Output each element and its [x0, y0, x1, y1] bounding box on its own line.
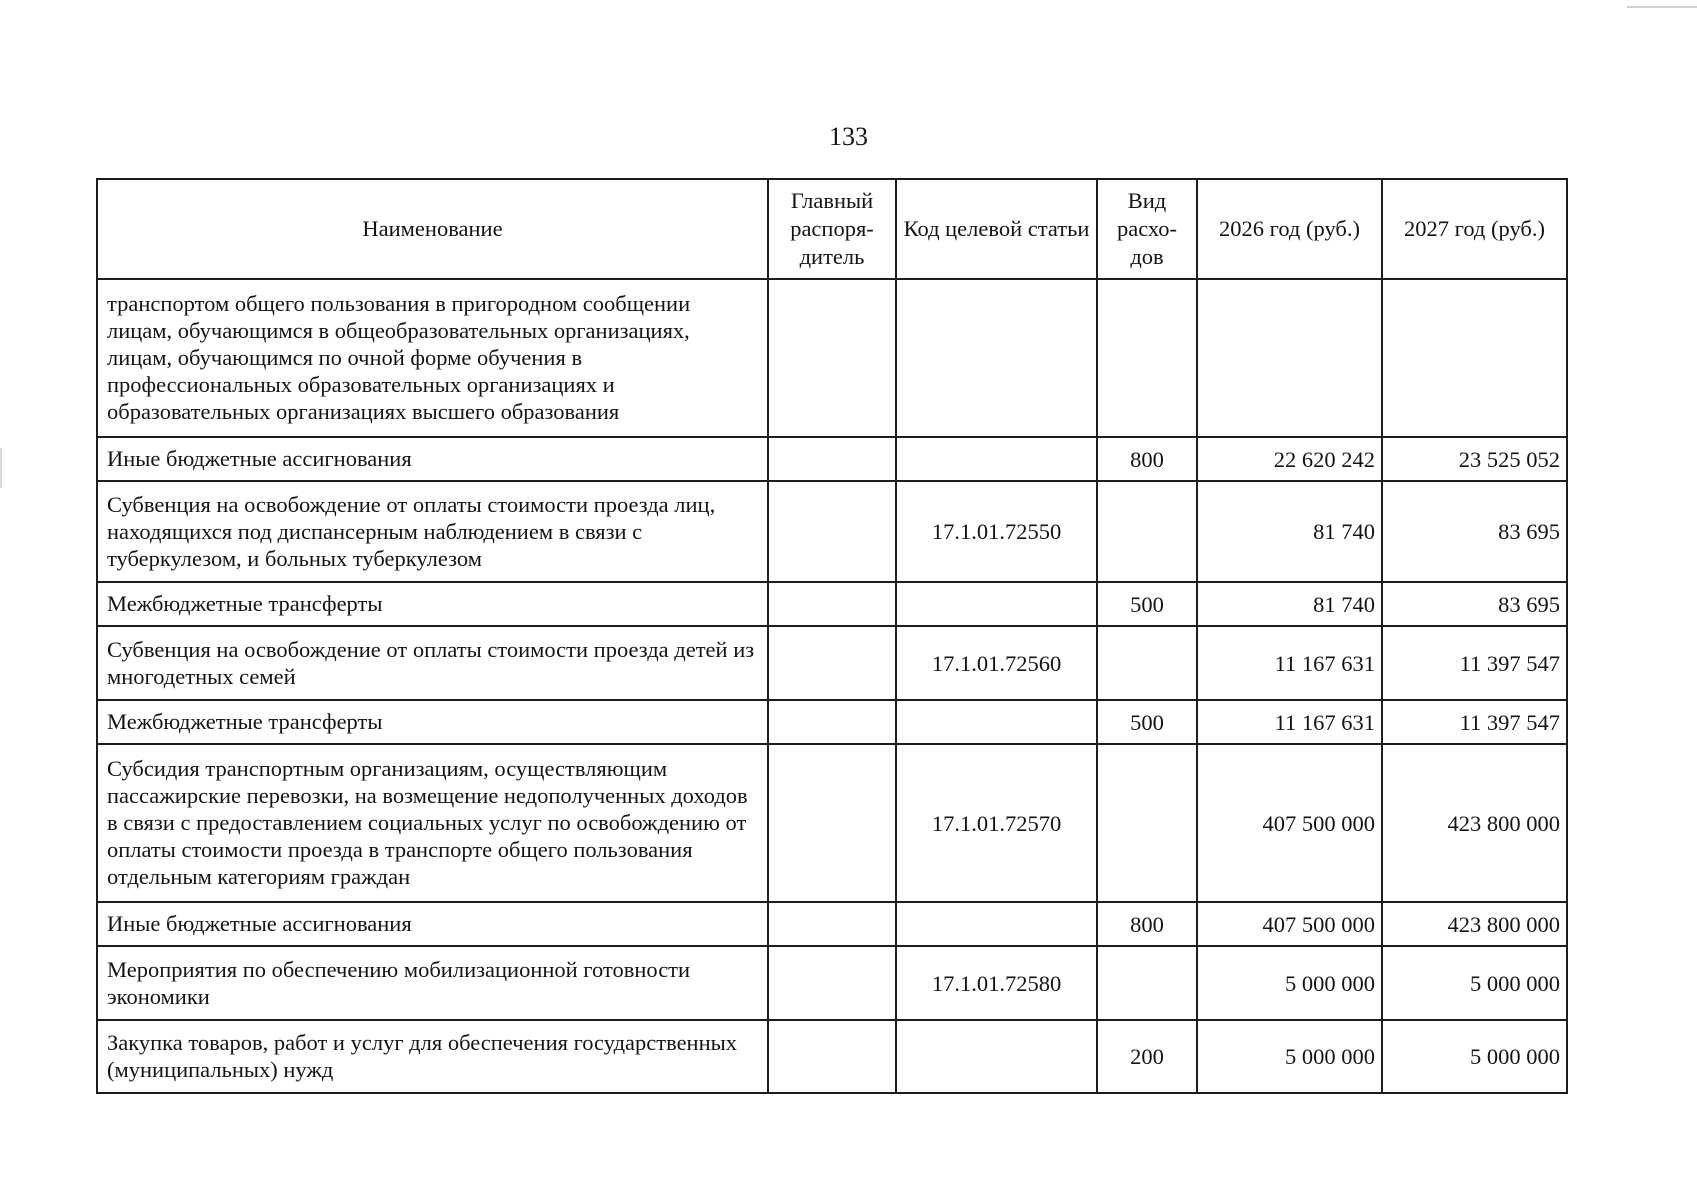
- budget-table: [96, 178, 1568, 1094]
- cell-2026: 11 167 631: [1197, 626, 1382, 700]
- table-row: [97, 1020, 1567, 1093]
- table-row: [97, 700, 1567, 744]
- cell-name: Межбюджетные трансферты: [97, 700, 768, 744]
- table-row: [97, 481, 1567, 582]
- header-year-2027: 2027 год (руб.): [1382, 179, 1567, 279]
- cell-expense-type: [1097, 279, 1197, 437]
- cell-code: 17.1.01.72560: [896, 626, 1097, 700]
- cell-expense-type: 200: [1097, 1020, 1197, 1093]
- scan-edge-mark: [1627, 6, 1697, 8]
- cell-2027: 423 800 000: [1382, 744, 1567, 902]
- table-row: [97, 279, 1567, 437]
- cell-manager: [768, 481, 896, 582]
- header-name: Наименование: [97, 179, 768, 279]
- cell-expense-type: [1097, 626, 1197, 700]
- cell-2027: 83 695: [1382, 481, 1567, 582]
- cell-code: [896, 700, 1097, 744]
- cell-2026: 81 740: [1197, 582, 1382, 626]
- header-manager: Главный распоря-дитель: [768, 179, 896, 279]
- table-row: [97, 437, 1567, 481]
- cell-name: Мероприятия по обеспечению мобилизационной готовности экономики: [97, 946, 768, 1020]
- table-row: [97, 902, 1567, 946]
- cell-code: [896, 279, 1097, 437]
- cell-2026: 22 620 242: [1197, 437, 1382, 481]
- cell-2026: [1197, 279, 1382, 437]
- cell-2027: 11 397 547: [1382, 700, 1567, 744]
- table-row: [97, 744, 1567, 902]
- cell-expense-type: [1097, 481, 1197, 582]
- scan-edge-mark: [0, 448, 2, 488]
- cell-2027: 83 695: [1382, 582, 1567, 626]
- cell-expense-type: 800: [1097, 902, 1197, 946]
- cell-name: Субвенция на освобождение от оплаты стоимости проезда детей из многодетных семей: [97, 626, 768, 700]
- cell-code: 17.1.01.72570: [896, 744, 1097, 902]
- cell-manager: [768, 946, 896, 1020]
- cell-expense-type: 500: [1097, 582, 1197, 626]
- cell-manager: [768, 582, 896, 626]
- cell-2027: [1382, 279, 1567, 437]
- cell-2027: 11 397 547: [1382, 626, 1567, 700]
- table-row: [97, 626, 1567, 700]
- table-row: [97, 946, 1567, 1020]
- cell-manager: [768, 279, 896, 437]
- cell-name: транспортом общего пользования в пригородном сообщении лицам, обучающимся в общеобразовательных организациях, лицам, обучающимся по очной форме обучения в профессиональных образовательных организациях и образовательных организациях высшего образования: [97, 279, 768, 437]
- cell-2026: 5 000 000: [1197, 946, 1382, 1020]
- cell-2026: 407 500 000: [1197, 902, 1382, 946]
- page-number: 133: [829, 122, 868, 151]
- cell-2026: 11 167 631: [1197, 700, 1382, 744]
- cell-name: Закупка товаров, работ и услуг для обеспечения государственных (муниципальных) нужд: [97, 1020, 768, 1093]
- cell-name: Иные бюджетные ассигнования: [97, 902, 768, 946]
- cell-manager: [768, 437, 896, 481]
- table-header-row: [97, 179, 1567, 279]
- cell-expense-type: 500: [1097, 700, 1197, 744]
- header-code: Код целевой статьи: [896, 179, 1097, 279]
- cell-expense-type: [1097, 744, 1197, 902]
- cell-2026: 5 000 000: [1197, 1020, 1382, 1093]
- cell-manager: [768, 1020, 896, 1093]
- cell-manager: [768, 626, 896, 700]
- header-expense-type: Вид расхо-дов: [1097, 179, 1197, 279]
- cell-2027: 23 525 052: [1382, 437, 1567, 481]
- header-year-2026: 2026 год (руб.): [1197, 179, 1382, 279]
- cell-code: [896, 902, 1097, 946]
- cell-expense-type: [1097, 946, 1197, 1020]
- cell-2027: 5 000 000: [1382, 1020, 1567, 1093]
- cell-manager: [768, 744, 896, 902]
- cell-name: Субвенция на освобождение от оплаты стоимости проезда лиц, находящихся под диспансерным наблюдением в связи с туберкулезом, и больных туберкулезом: [97, 481, 768, 582]
- cell-manager: [768, 902, 896, 946]
- cell-code: 17.1.01.72580: [896, 946, 1097, 1020]
- cell-2027: 423 800 000: [1382, 902, 1567, 946]
- cell-code: [896, 582, 1097, 626]
- cell-name: Иные бюджетные ассигнования: [97, 437, 768, 481]
- cell-name: Субсидия транспортным организациям, осуществляющим пассажирские перевозки, на возмещение недополученных доходов в связи с предоставлением социальных услуг по освобождению от оплаты стоимости проезда в транспорте общего пользования отдельным категориям граждан: [97, 744, 768, 902]
- cell-expense-type: 800: [1097, 437, 1197, 481]
- table-row: [97, 582, 1567, 626]
- cell-manager: [768, 700, 896, 744]
- cell-2027: 5 000 000: [1382, 946, 1567, 1020]
- cell-code: [896, 437, 1097, 481]
- cell-code: [896, 1020, 1097, 1093]
- cell-2026: 407 500 000: [1197, 744, 1382, 902]
- cell-2026: 81 740: [1197, 481, 1382, 582]
- cell-name: Межбюджетные трансферты: [97, 582, 768, 626]
- cell-code: 17.1.01.72550: [896, 481, 1097, 582]
